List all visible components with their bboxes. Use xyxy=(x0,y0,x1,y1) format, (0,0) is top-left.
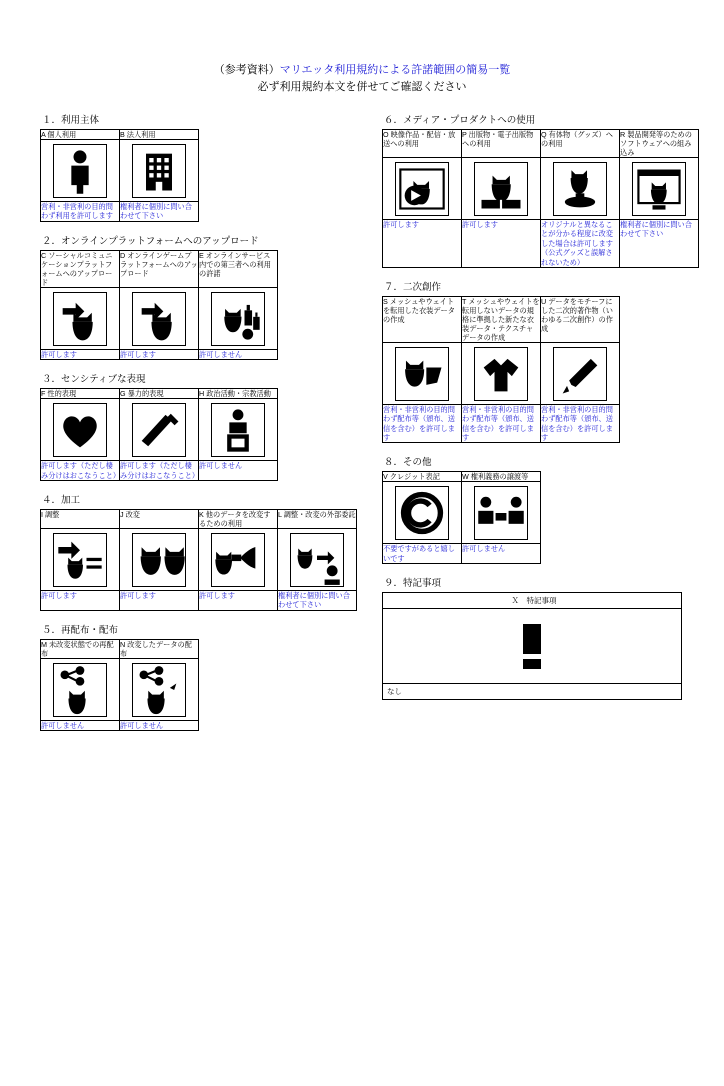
megaphone-cat-icon xyxy=(211,533,265,587)
section-s2 xyxy=(40,233,340,360)
item-header-p: P 出版物・電子出版物への利用 xyxy=(462,130,541,158)
item-note: 許可しません xyxy=(41,720,120,730)
permission-table xyxy=(40,129,199,222)
section-heading: ５．再配布・配布 xyxy=(42,624,119,636)
section-s3 xyxy=(40,371,340,481)
item-note: 許可しません xyxy=(462,544,541,564)
item-icon-cell xyxy=(120,528,199,590)
item-icon-cell xyxy=(462,482,541,544)
upload-cat-icon xyxy=(53,292,107,346)
item-note: 営利・非営利の目的問わず配布等（頒布、送信を含む）を許可します xyxy=(383,404,462,442)
item-note: 営利・非営利の目的問わず配布等（頒布、送信を含む）を許可します xyxy=(462,404,541,442)
item-note: 許可しません xyxy=(199,461,278,481)
item-note: 許可しません xyxy=(120,720,199,730)
item-note: 不要ですがあると嬉しいです xyxy=(383,544,462,564)
content-columns xyxy=(0,112,724,742)
item-icon-cell xyxy=(383,482,462,544)
table-row xyxy=(383,296,620,342)
item-header-q: Q 有体物（グッズ）への利用 xyxy=(541,130,620,158)
exclamation-icon xyxy=(383,608,681,684)
item-icon-cell xyxy=(278,528,357,590)
table-row xyxy=(41,140,199,202)
section-s6 xyxy=(382,112,692,268)
item-icon-cell xyxy=(541,342,620,404)
item-header-c: C ソーシャルコミュニケーションプラットフォームへのアップロード xyxy=(41,250,120,287)
permission-table xyxy=(382,296,620,443)
item-note: 権利者に個別に問い合わせて下さい xyxy=(120,202,199,222)
table-row xyxy=(383,342,620,404)
table-row xyxy=(41,399,278,461)
goods-cat-icon xyxy=(553,162,607,216)
item-icon-cell xyxy=(199,528,278,590)
table-row xyxy=(41,130,199,140)
section-heading: ８．その他 xyxy=(384,457,432,469)
section-heading: ９．特記事項 xyxy=(384,578,442,590)
item-icon-cell xyxy=(462,342,541,404)
section-s7 xyxy=(382,279,682,443)
item-header-v: V クレジット表記 xyxy=(383,472,462,482)
special-table xyxy=(382,592,682,700)
table-row xyxy=(383,158,699,220)
item-note: 許可します xyxy=(462,220,541,268)
person-icon xyxy=(53,144,107,198)
share-bottle-icon xyxy=(211,292,265,346)
section-s4 xyxy=(40,492,356,611)
item-icon-cell xyxy=(41,658,120,720)
podium-icon xyxy=(211,403,265,457)
item-header-i: I 調整 xyxy=(41,509,120,528)
item-note: 許可します（ただし棲み分けはおこなうこと） xyxy=(120,461,200,480)
permission-table xyxy=(40,250,278,360)
section-special xyxy=(382,575,682,700)
permission-table xyxy=(382,471,541,564)
permission-table xyxy=(40,639,199,731)
special-note: なし xyxy=(387,687,402,697)
item-note: 営利・非営利の目的問わず利用を許可します xyxy=(41,202,120,222)
item-note: 許可します xyxy=(120,590,199,610)
table-row xyxy=(41,639,199,658)
permission-table xyxy=(382,129,699,268)
item-header-r: R 製品開発等のためのソフトウェアへの組み込み xyxy=(620,130,699,158)
item-note: 許可しません xyxy=(199,349,278,359)
table-row xyxy=(41,528,357,590)
table-row xyxy=(383,544,541,564)
table-row xyxy=(41,720,199,730)
item-header-u: U データをモチーフにした二次的著作物（いわゆる二次創作）の作成 xyxy=(541,296,620,342)
item-note: 許可します xyxy=(41,590,120,610)
outsource-icon xyxy=(290,533,344,587)
permission-table xyxy=(40,388,278,481)
item-note: オリジナルと異なることが分かる程度に改変した場合は許可します（公式グッズと誤解されないため） xyxy=(541,220,620,268)
play-cat-icon xyxy=(395,162,449,216)
item-icon-cell xyxy=(620,158,699,220)
share-cat-alt-icon xyxy=(132,663,186,717)
item-header-d: D オンラインゲームプラットフォームへのアップロード xyxy=(120,250,199,287)
title-main: マリエッタ利用規約による許諾範囲の簡易一覧 xyxy=(279,64,511,76)
two-cats-icon xyxy=(132,533,186,587)
item-header-t: T メッシュやウェイトを転用しないデータの規格に準拠した新たな衣装データ・テクスチャデータの作成 xyxy=(462,296,540,342)
section-heading: １．利用主体 xyxy=(42,115,100,127)
copyright-icon xyxy=(395,486,449,540)
section-heading: ６．メディア・プロダクトへの使用 xyxy=(384,115,536,127)
software-cat-icon xyxy=(632,162,686,216)
section-heading: ４．加工 xyxy=(42,494,81,506)
item-icon-cell xyxy=(41,528,120,590)
item-header-k: K 他のデータを改変するための利用 xyxy=(199,509,278,528)
page-title xyxy=(0,62,724,96)
share-cat-icon xyxy=(53,663,107,717)
knife-icon xyxy=(132,403,186,457)
table-row xyxy=(41,461,278,481)
document-page xyxy=(0,62,724,1086)
item-header-a: A 個人利用 xyxy=(41,130,120,140)
item-header-m: M 未改変状態での再配布 xyxy=(41,639,120,658)
item-icon-cell xyxy=(383,342,462,404)
item-header-w: W 権利義務の譲渡等 xyxy=(462,472,541,482)
item-icon-cell xyxy=(41,399,120,461)
item-icon-cell xyxy=(41,287,120,349)
table-row xyxy=(383,472,541,482)
item-note: 権利者に個別に問い合わせて下さい xyxy=(620,220,699,268)
table-row xyxy=(41,590,357,610)
table-row xyxy=(41,658,199,720)
item-icon-cell xyxy=(120,287,199,349)
title-prefix: （参考資料） xyxy=(213,64,280,76)
item-header-b: B 法人利用 xyxy=(120,130,199,140)
brush-icon xyxy=(553,347,607,401)
item-header-j: J 改変 xyxy=(120,509,199,528)
section-heading: ７．二次創作 xyxy=(384,281,442,293)
item-header-e: E オンラインサービス内での第三者への利用の許諾 xyxy=(199,250,278,287)
transfer-icon xyxy=(474,486,528,540)
table-row xyxy=(383,130,699,158)
upload-cat-icon xyxy=(132,292,186,346)
permission-table xyxy=(40,509,357,611)
title-subline: 必ず利用規約本文を併せてご確認ください xyxy=(257,81,467,94)
section-s8 xyxy=(382,454,682,564)
item-note: 許可します（ただし棲み分けはおこなうこと） xyxy=(41,461,121,480)
table-row xyxy=(41,509,357,528)
section-heading: ２．オンラインプラットフォームへのアップロード xyxy=(42,235,259,247)
table-row xyxy=(383,404,620,442)
table-row xyxy=(41,250,278,287)
right-column xyxy=(382,112,692,742)
cat-mesh-icon xyxy=(395,347,449,401)
table-row xyxy=(41,389,278,399)
item-note: 許可します xyxy=(120,349,199,359)
item-note: 権利者に個別に問い合わせて下さい xyxy=(278,590,357,610)
item-note: 許可します xyxy=(41,349,120,359)
item-icon-cell xyxy=(120,658,199,720)
special-label: Ｘ 特記事項 xyxy=(511,596,557,606)
building-icon xyxy=(132,144,186,198)
item-header-n: N 改変したデータの配布 xyxy=(120,639,199,658)
item-note: 許可します xyxy=(199,590,278,610)
item-header-f: F 性的表現 xyxy=(41,389,120,399)
item-header-h: H 政治活動・宗教活動 xyxy=(199,389,278,399)
item-icon-cell xyxy=(41,140,120,202)
item-icon-cell xyxy=(462,158,541,220)
item-note: 許可します xyxy=(383,220,462,268)
section-s5 xyxy=(40,622,340,731)
heart-icon xyxy=(53,403,107,457)
item-header-g: G 暴力的表現 xyxy=(120,389,199,399)
cloth-icon xyxy=(474,347,528,401)
section-s1 xyxy=(40,112,340,222)
item-icon-cell xyxy=(199,399,278,461)
item-icon-cell xyxy=(120,140,199,202)
table-row xyxy=(383,220,699,268)
adjust-equal-icon xyxy=(53,533,107,587)
book-cat-icon xyxy=(474,162,528,216)
table-row xyxy=(41,202,199,222)
table-row xyxy=(41,287,278,349)
item-icon-cell xyxy=(383,158,462,220)
left-column xyxy=(40,112,356,742)
section-heading: ３．センシティブな表現 xyxy=(42,374,146,386)
table-row xyxy=(41,349,278,359)
item-header-o: O 映像作品・配信・放送への利用 xyxy=(383,130,462,158)
item-header-l: L 調整・改変の外部委託 xyxy=(278,509,357,528)
item-icon-cell xyxy=(541,158,620,220)
item-header-s: S メッシュやウェイトを転用した衣装データの作成 xyxy=(383,296,462,342)
item-note: 営利・非営利の目的問わず配布等（頒布、送信を含む）を許可します xyxy=(541,404,620,442)
item-icon-cell xyxy=(199,287,278,349)
item-icon-cell xyxy=(120,399,199,461)
table-row xyxy=(383,482,541,544)
